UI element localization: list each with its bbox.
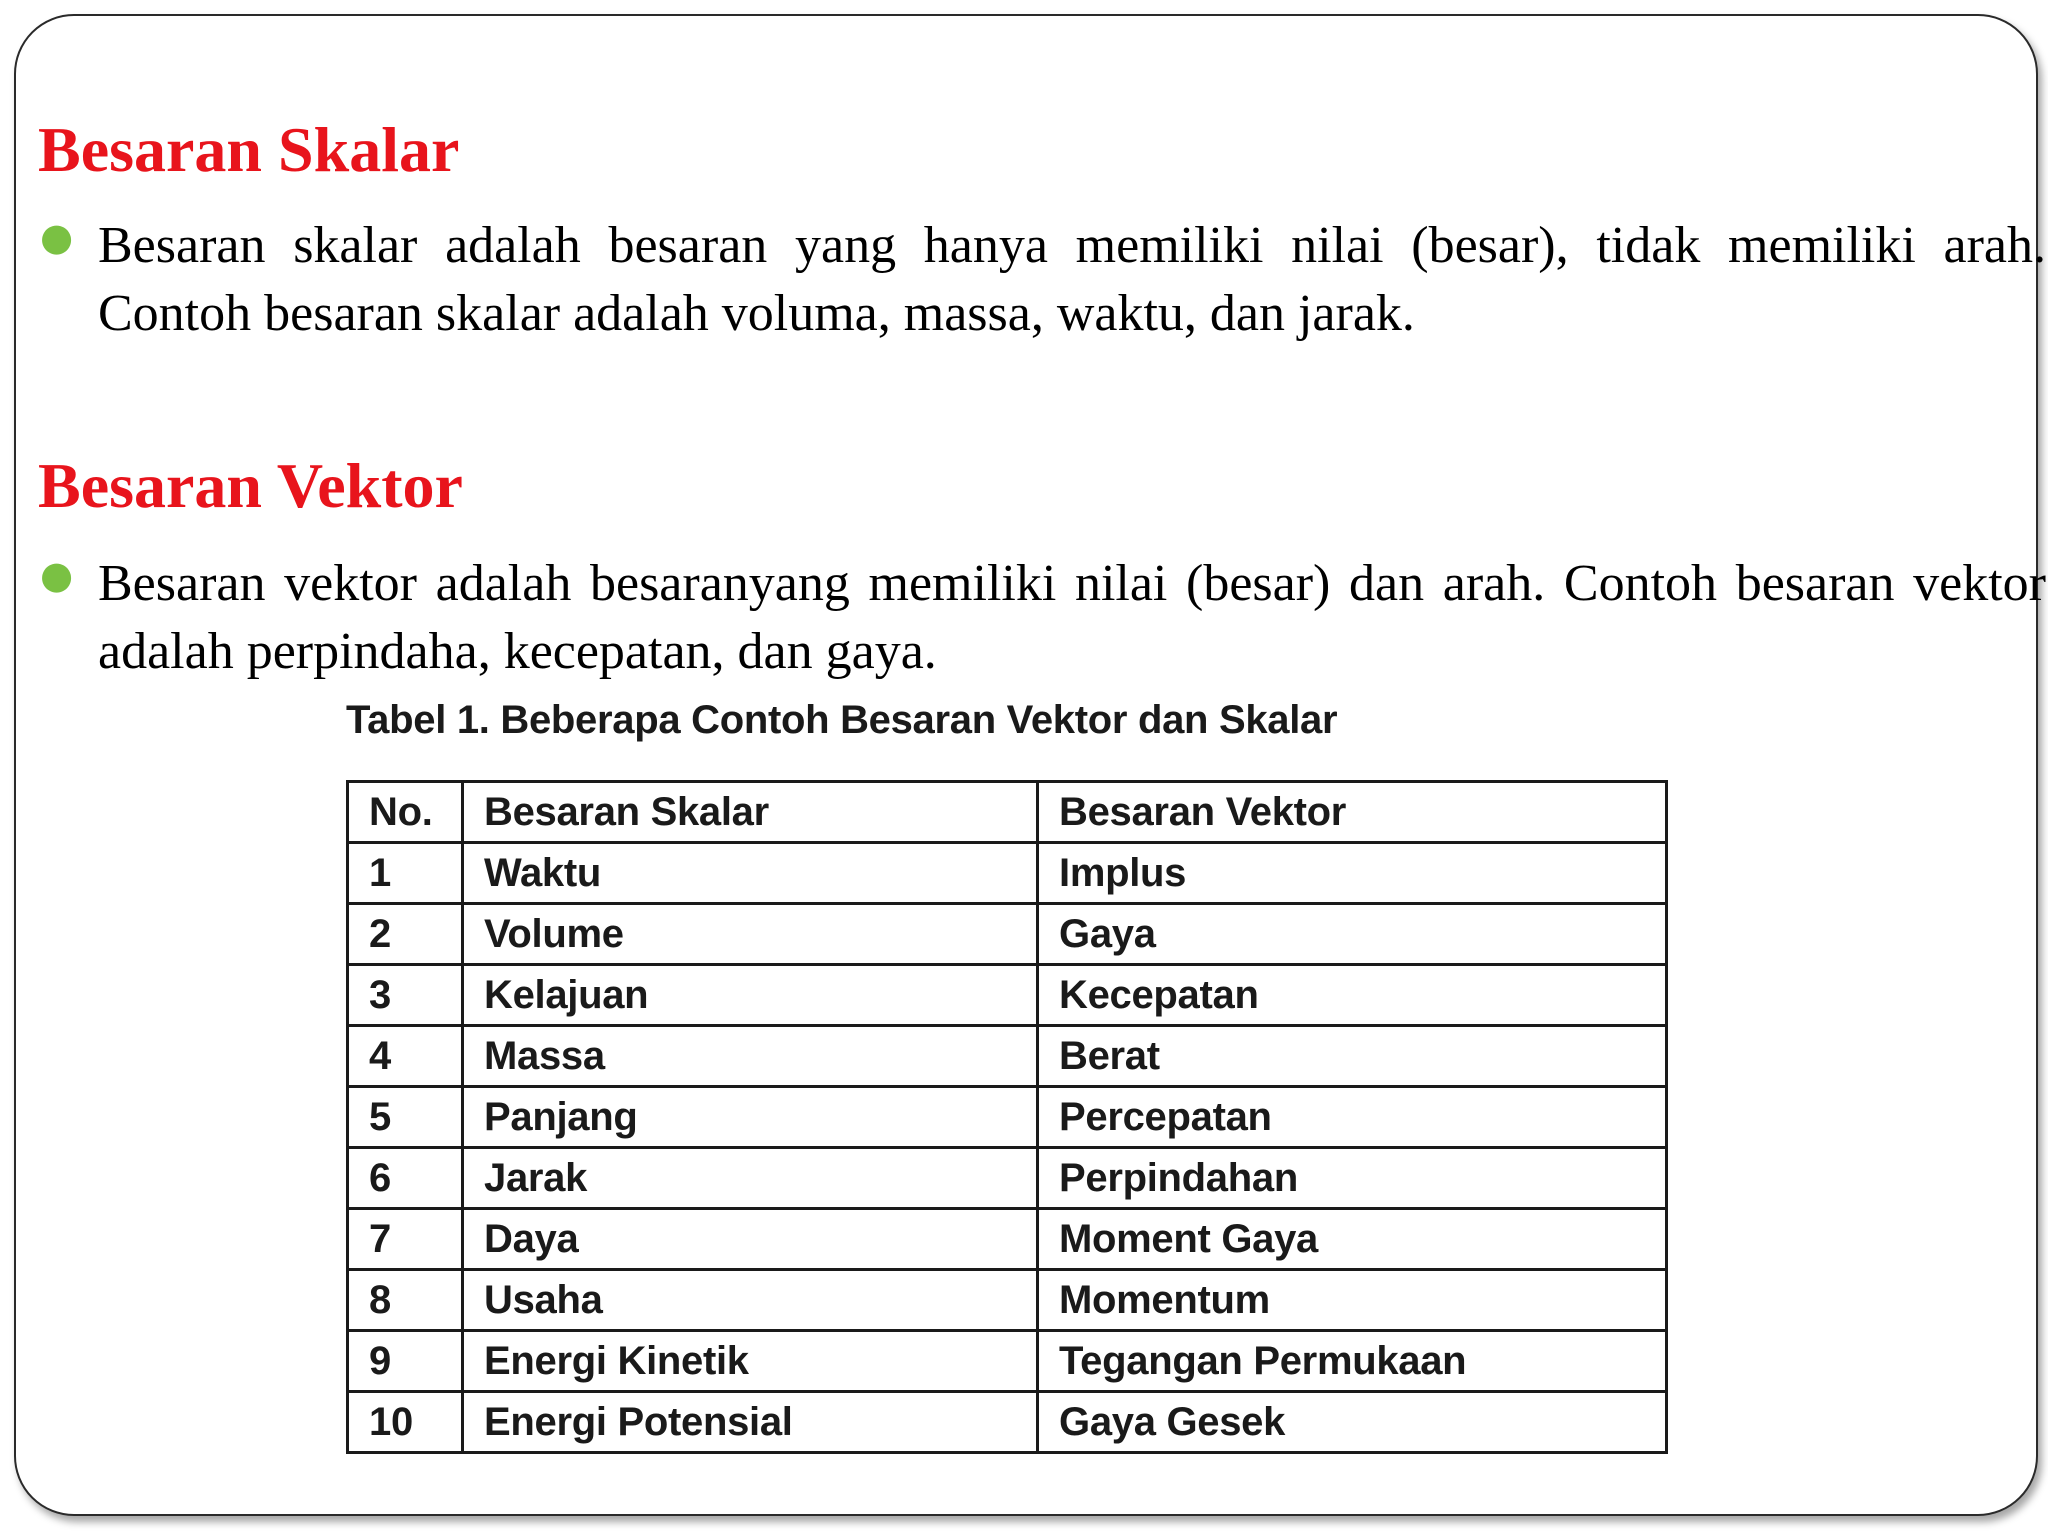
header-besaran-vektor: Besaran Vektor [1038,782,1667,843]
cell-skalar: Usaha [463,1270,1038,1331]
cell-vektor: Implus [1038,843,1667,904]
cell-no: 6 [348,1148,463,1209]
cell-no: 1 [348,843,463,904]
cell-no: 8 [348,1270,463,1331]
cell-vektor: Moment Gaya [1038,1209,1667,1270]
cell-vektor: Percepatan [1038,1087,1667,1148]
cell-vektor: Tegangan Permukaan [1038,1331,1667,1392]
header-besaran-skalar: Besaran Skalar [463,782,1038,843]
cell-vektor: Momentum [1038,1270,1667,1331]
comparison-table [346,780,1668,1454]
table-header-row [348,782,1667,843]
table-row [348,1026,1667,1087]
cell-no: 10 [348,1392,463,1453]
cell-skalar: Jarak [463,1148,1038,1209]
table-row [348,1209,1667,1270]
table-row [348,965,1667,1026]
cell-skalar: Kelajuan [463,965,1038,1026]
heading-besaran-skalar: Besaran Skalar [38,114,460,185]
bullet-skalar-text: Besaran skalar adalah besaran yang hanya memiliki nilai (besar), tidak memiliki arah. Contoh besaran skalar adalah voluma, massa, waktu, dan jarak. [98,217,2046,342]
cell-skalar: Panjang [463,1087,1038,1148]
cell-skalar: Waktu [463,843,1038,904]
cell-skalar: Volume [463,904,1038,965]
cell-skalar: Energi Potensial [463,1392,1038,1453]
cell-no: 2 [348,904,463,965]
green-bullet-icon: ● [40,215,74,259]
table-figure [342,696,1672,1454]
table-row [348,1331,1667,1392]
table-caption: Tabel 1. Beberapa Contoh Besaran Vektor dan Skalar [346,698,1338,742]
cell-vektor: Berat [1038,1026,1667,1087]
cell-no: 3 [348,965,463,1026]
heading-besaran-vektor: Besaran Vektor [38,450,463,521]
cell-no: 9 [348,1331,463,1392]
table-row [348,843,1667,904]
table-row [348,1392,1667,1453]
cell-skalar: Massa [463,1026,1038,1087]
cell-no: 7 [348,1209,463,1270]
table-row [348,1087,1667,1148]
cell-vektor: Kecepatan [1038,965,1667,1026]
table-row [348,1148,1667,1209]
cell-vektor: Perpindahan [1038,1148,1667,1209]
cell-skalar: Energi Kinetik [463,1331,1038,1392]
bullet-vektor-text: Besaran vektor adalah besaranyang memiliki nilai (besar) dan arah. Contoh besaran vektor adalah perpindaha, kecepatan, dan gaya. [98,555,2046,680]
cell-no: 4 [348,1026,463,1087]
cell-skalar: Daya [463,1209,1038,1270]
slide-frame [14,14,2046,1516]
cell-vektor: Gaya Gesek [1038,1392,1667,1453]
table-row [348,904,1667,965]
table-row [348,1270,1667,1331]
green-bullet-icon: ● [40,553,74,597]
cell-no: 5 [348,1087,463,1148]
cell-vektor: Gaya [1038,904,1667,965]
header-no: No. [348,782,463,843]
